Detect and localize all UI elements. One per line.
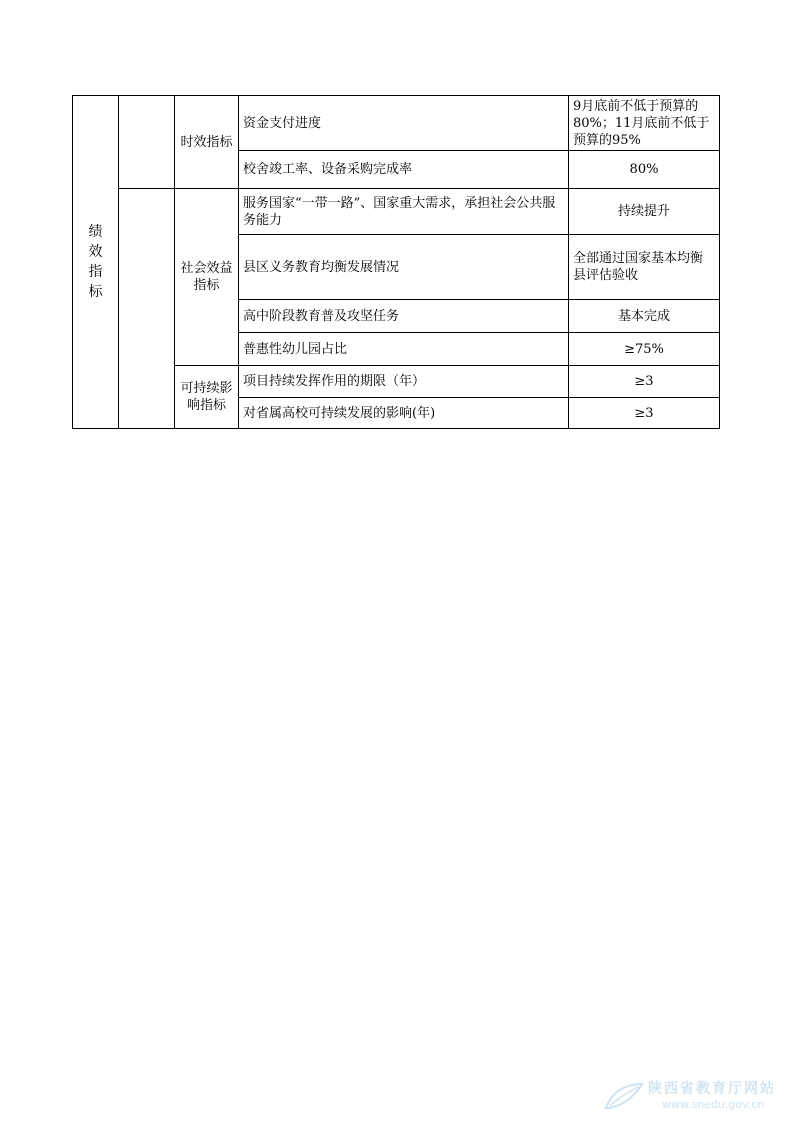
indicator-name: 对省属高校可持续发展的影响(年)	[239, 398, 569, 429]
performance-indicator-table	[72, 95, 720, 429]
level2-cell-empty	[119, 189, 175, 429]
indicator-value: ≥3	[569, 366, 720, 398]
indicator-value: 基本完成	[569, 300, 720, 333]
table-row	[73, 96, 720, 151]
indicator-value: 9月底前不低于预算的80%；11月底前不低于预算的95%	[569, 96, 720, 151]
site-watermark	[600, 1078, 790, 1114]
indicator-name: 县区义务教育均衡发展情况	[239, 235, 569, 300]
indicator-value: 80%	[569, 151, 720, 189]
indicator-value: ≥75%	[569, 333, 720, 366]
leaf-logo-icon	[602, 1080, 646, 1112]
indicator-value: 持续提升	[569, 189, 720, 235]
indicator-value: ≥3	[569, 398, 720, 429]
timeliness-category: 时效指标	[175, 96, 239, 189]
watermark-url: www.snedu.gov.cn	[662, 1098, 765, 1111]
indicator-name: 服务国家“一带一路”、国家重大需求，承担社会公共服务能力	[239, 189, 569, 235]
sustain-category: 可持续影响指标	[175, 366, 239, 429]
indicator-name: 校舍竣工率、设备采购完成率	[239, 151, 569, 189]
watermark-title: 陕西省教育厅网站	[648, 1081, 776, 1097]
indicator-name: 高中阶段教育普及攻坚任务	[239, 300, 569, 333]
indicator-name: 项目持续发挥作用的期限（年）	[239, 366, 569, 398]
level1-cell	[73, 96, 119, 429]
social-category: 社会效益指标	[175, 189, 239, 366]
table-row	[73, 189, 720, 235]
indicator-name: 资金支付进度	[239, 96, 569, 151]
level2-cell-empty	[119, 96, 175, 189]
indicator-value: 全部通过国家基本均衡县评估验收	[569, 235, 720, 300]
indicator-name: 普惠性幼儿园占比	[239, 333, 569, 366]
level1-label: 绩效指标	[88, 224, 103, 300]
